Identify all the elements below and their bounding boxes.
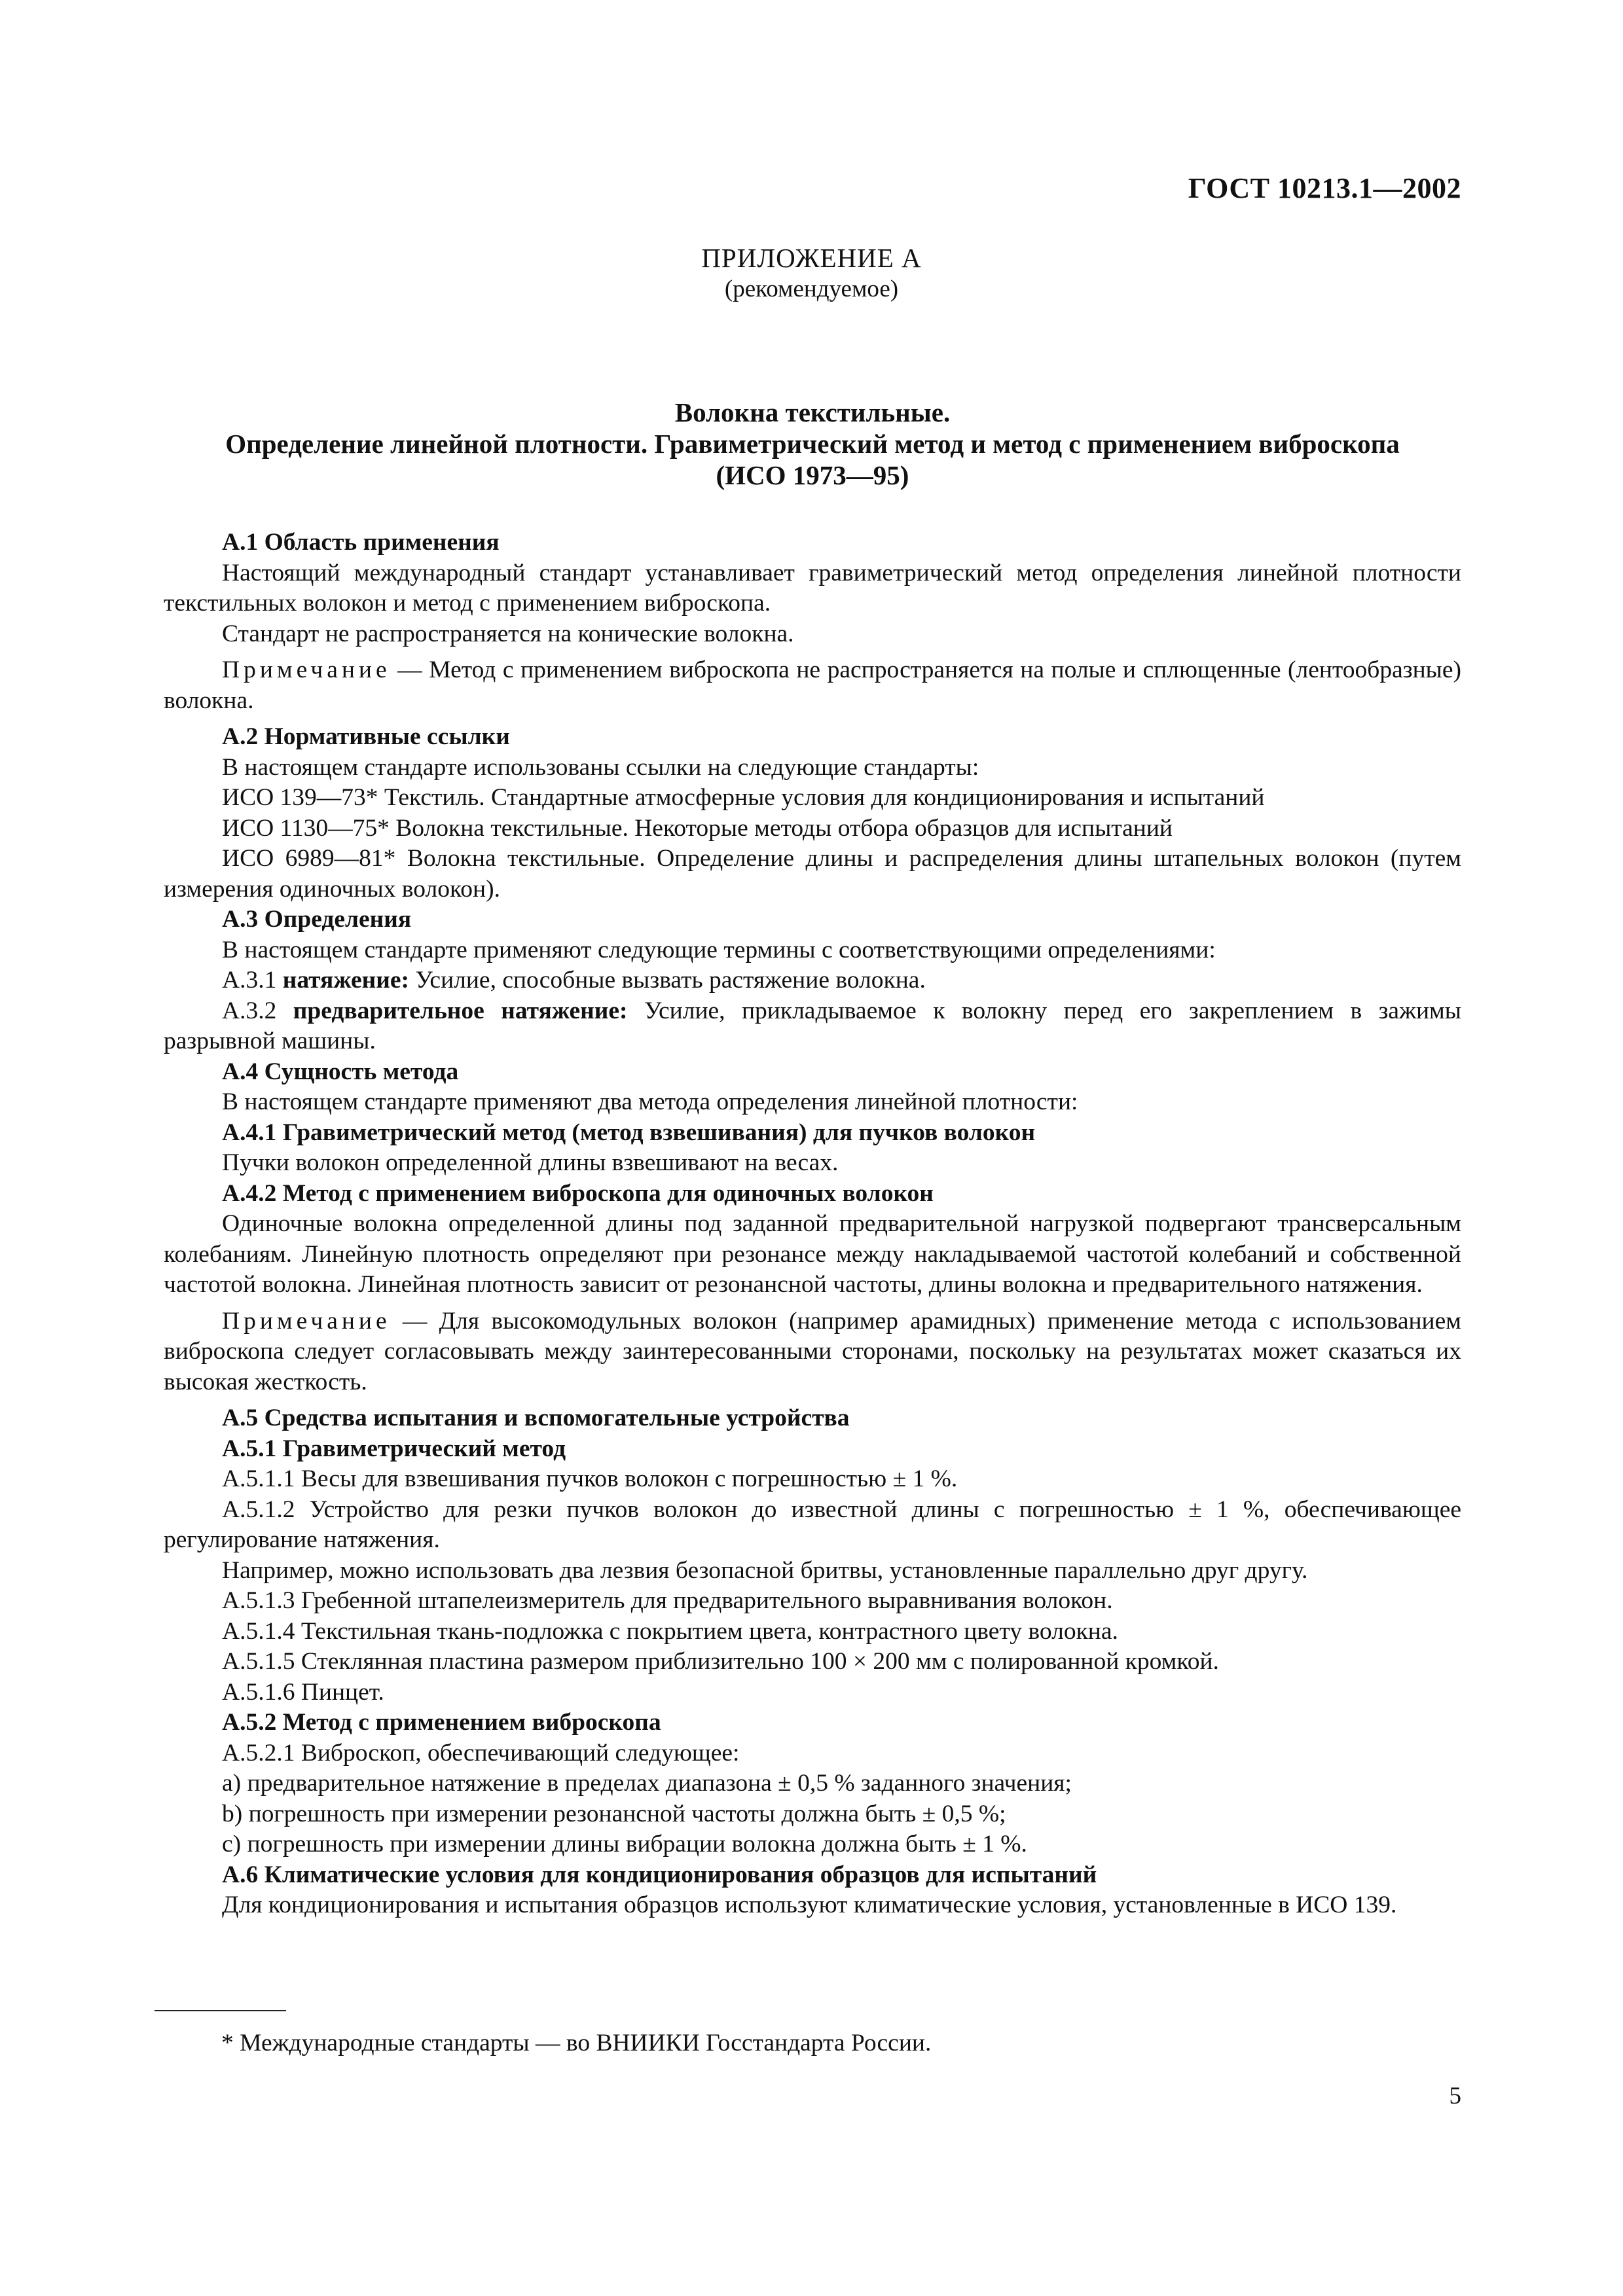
list-item: А.5.1.3 Гребенной штапелеизмеритель для предварительного выравнивания волокон. bbox=[222, 1587, 1113, 1614]
subsection-heading-a41: А.4.1 Гравиметрический метод (метод взвешивания) для пучков волокон bbox=[222, 1119, 1036, 1146]
document-body bbox=[164, 528, 1461, 1921]
section-heading-a1: А.1 Область применения bbox=[222, 529, 500, 556]
subsection-heading-a52: А.5.2 Метод с применением виброскопа bbox=[222, 1709, 661, 1736]
appendix-title: ПРИЛОЖЕНИЕ А bbox=[701, 243, 922, 273]
definition-text: Усилие, прикладываемое к волокну перед его закреплением в зажимы разрывной машины. bbox=[164, 997, 1461, 1054]
paragraph: Пучки волокон определенной длины взвешивают на весах. bbox=[222, 1149, 839, 1176]
list-item: А.5.1.1 Весы для взвешивания пучков волокон с погрешностью ± 1 %. bbox=[222, 1465, 958, 1492]
list-item: b) погрешность при измерении резонансной частоты должна быть ± 0,5 %; bbox=[222, 1800, 1006, 1827]
section-heading-a4: А.4 Сущность метода bbox=[222, 1058, 459, 1085]
appendix-subtitle: (рекомендуемое) bbox=[724, 276, 899, 302]
title-line-3: (ИСО 1973—95) bbox=[716, 460, 909, 490]
definition-text: Усилие, способные вызвать растяжение волокна. bbox=[409, 967, 926, 994]
paragraph: Например, можно использовать два лезвия безопасной бритвы, установленные параллельно друг другу. bbox=[222, 1556, 1308, 1584]
section-heading-a5: А.5 Средства испытания и вспомогательные устройства bbox=[222, 1405, 850, 1431]
paragraph: Стандарт не распространяется на конические волокна. bbox=[222, 620, 794, 647]
section-heading-a2: А.2 Нормативные ссылки bbox=[222, 723, 510, 750]
note bbox=[164, 1306, 1461, 1398]
list-item: c) погрешность при измерении длины вибрации волокна должна быть ± 1 %. bbox=[222, 1831, 1027, 1857]
reference-item: ИСО 1130—75* Волокна текстильные. Некоторые методы отбора образцов для испытаний bbox=[222, 814, 1173, 842]
title-line-2: Определение линейной плотности. Гравиметрический метод и метод с применением виброскопа bbox=[225, 429, 1400, 459]
definition-term: натяжение: bbox=[282, 967, 410, 994]
section-heading-a3: А.3 Определения bbox=[222, 906, 412, 933]
note-text: — Метод с применением виброскопа не распространяется на полые и сплющенные (лентообразные) волокна. bbox=[164, 656, 1461, 714]
note-label: Примечание bbox=[222, 1307, 391, 1335]
section-heading-a6: А.6 Климатические условия для кондиционирования образцов для испытаний bbox=[222, 1861, 1097, 1888]
paragraph: В настоящем стандарте применяют следующие термины с соответствующими определениями: bbox=[222, 936, 1216, 963]
note bbox=[164, 655, 1461, 716]
footnote: * Международные стандарты — во ВНИИКИ Госстандарта России. bbox=[221, 2030, 932, 2056]
footnote-divider bbox=[155, 2010, 286, 2011]
list-item: А.5.1.4 Текстильная ткань-подложка с покрытием цвета, контрастного цвету волокна. bbox=[222, 1617, 1118, 1645]
definition-item bbox=[164, 965, 1461, 996]
list-item: А.5.1.2 Устройство для резки пучков волокон до известной длины с погрешностью ± 1 %, обеспечивающее регулирование натяжения. bbox=[164, 1496, 1461, 1553]
subsection-heading-a51: А.5.1 Гравиметрический метод bbox=[222, 1435, 566, 1462]
paragraph: В настоящем стандарте использованы ссылки на следующие стандарты: bbox=[222, 753, 979, 781]
note-text: — Для высокомодульных волокон (например арамидных) применение метода с использованием виброскопа следует согласовывать между заинтересованными сторонами, поскольку на результатах может сказаться их высокая жесткость. bbox=[164, 1307, 1461, 1395]
paragraph: В настоящем стандарте применяют два метода определения линейной плотности: bbox=[222, 1088, 1078, 1115]
note-label: Примечание bbox=[222, 656, 391, 683]
list-item: А.5.2.1 Виброскоп, обеспечивающий следующее: bbox=[222, 1739, 740, 1767]
list-item: a) предварительное натяжение в пределах диапазона ± 0,5 % заданного значения; bbox=[222, 1770, 1072, 1797]
reference-item: ИСО 139—73* Текстиль. Стандартные атмосферные условия для кондиционирования и испытаний bbox=[222, 784, 1265, 811]
definition-number: А.3.2 bbox=[222, 997, 293, 1024]
list-item: А.5.1.5 Стеклянная пластина размером приблизительно 100 × 200 мм с полированной кромкой. bbox=[222, 1648, 1219, 1675]
page-number: 5 bbox=[1449, 2083, 1461, 2109]
definition-item bbox=[164, 996, 1461, 1057]
reference-item: ИСО 6989—81* Волокна текстильные. Определение длины и распределения длины штапельных волокон (путем измерения одиночных волокон). bbox=[164, 845, 1461, 903]
standard-title bbox=[164, 397, 1461, 491]
definition-term: предварительное натяжение: bbox=[293, 997, 628, 1024]
paragraph: Настоящий международный стандарт устанавливает гравиметрический метод определения линейной плотности текстильных волокон и метод с применением виброскопа. bbox=[164, 559, 1461, 617]
paragraph: Для кондиционирования и испытания образцов используют климатические условия, установленные в ИСО 139. bbox=[222, 1892, 1397, 1918]
subsection-heading-a42: А.4.2 Метод с применением виброскопа для одиночных волокон bbox=[222, 1179, 934, 1207]
paragraph: Одиночные волокна определенной длины под заданной предварительной нагрузкой подвергают трансверсальным колебаниям. Линейную плотность определяют при резонансе между накладываемой частотой колебаний и собственной частотой волокна. Линейная плотность зависит от резонансной частоты, длины волокна и предварительного натяжения. bbox=[164, 1210, 1461, 1298]
title-line-1: Волокна текстильные. bbox=[674, 397, 951, 427]
definition-number: А.3.1 bbox=[222, 967, 283, 994]
list-item: А.5.1.6 Пинцет. bbox=[222, 1678, 384, 1706]
document-code: ГОСТ 10213.1—2002 bbox=[1188, 172, 1461, 204]
